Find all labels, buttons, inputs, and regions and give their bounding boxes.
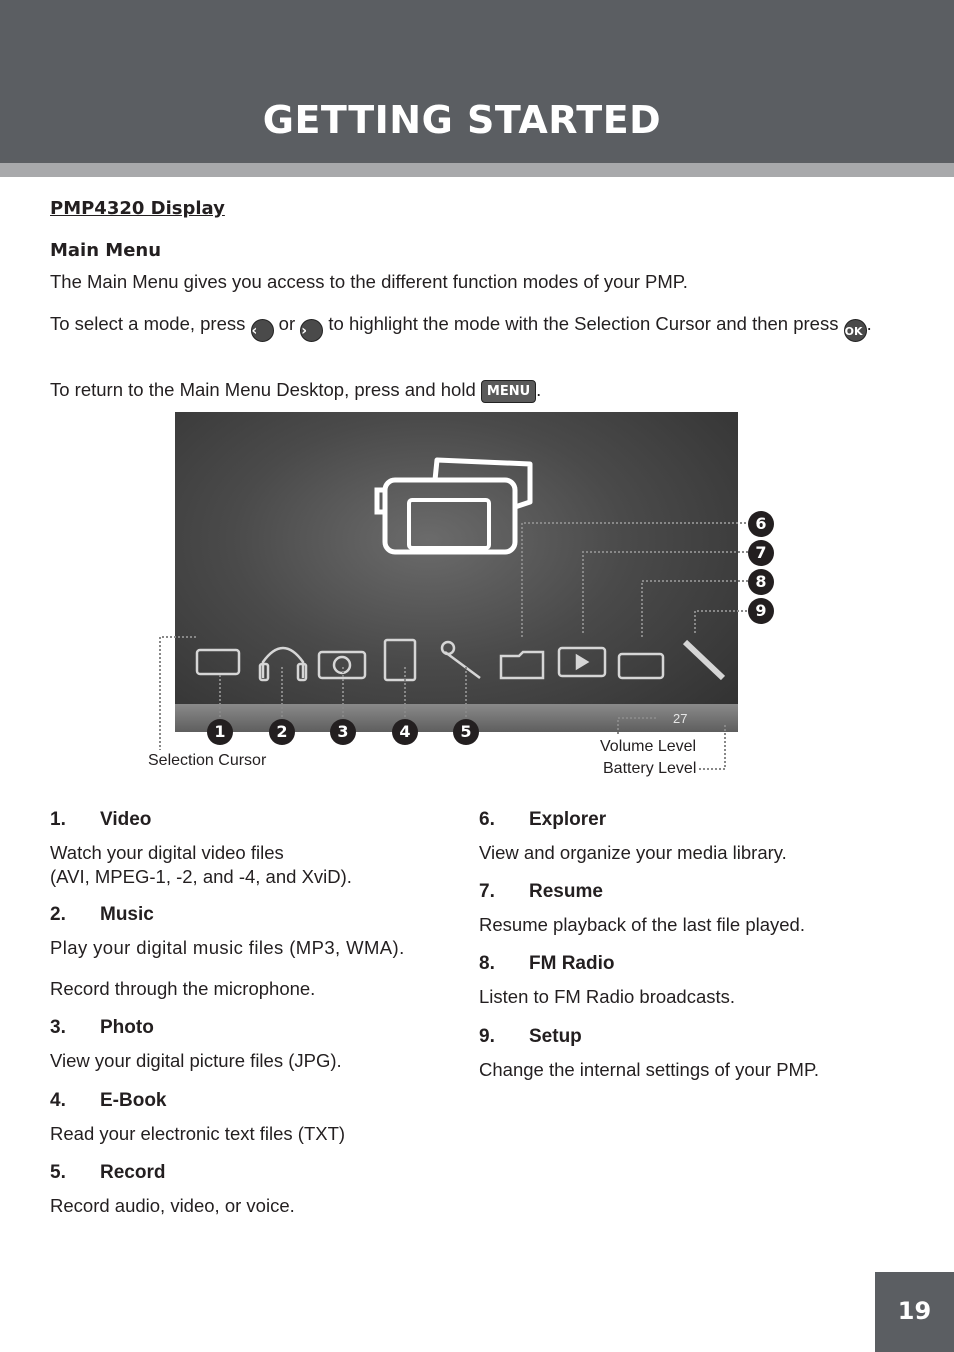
marker-3: 3 xyxy=(330,719,356,745)
p2-text-end: . xyxy=(866,313,872,334)
item-record-heading: 5. Record xyxy=(50,1162,166,1183)
marker-4: 4 xyxy=(392,719,418,745)
left-button-icon: ‹ xyxy=(251,319,274,342)
selection-cursor-label: Selection Cursor xyxy=(148,752,267,769)
marker-9: 9 xyxy=(748,598,774,624)
item-music-extra: Record through the microphone. xyxy=(50,978,316,999)
item-explorer-body: View and organize your media library. xyxy=(479,842,787,863)
marker-5: 5 xyxy=(453,719,479,745)
intro-paragraph-2 xyxy=(50,311,874,342)
p3-text-end: . xyxy=(536,379,542,400)
menu-button-icon: MENU xyxy=(481,380,536,403)
item-resume-heading: 7. Resume xyxy=(479,881,603,902)
item-music-heading: 2. Music xyxy=(50,904,154,925)
marker-1: 1 xyxy=(207,719,233,745)
display-diagram xyxy=(0,405,954,785)
item-photo-heading: 3. Photo xyxy=(50,1017,154,1038)
p2-text-c: to highlight the mode with the Selection Cursor and then press xyxy=(328,313,839,334)
p2-text-a: To select a mode, press xyxy=(50,313,246,334)
marker-7: 7 xyxy=(748,540,774,566)
battery-level-label: Battery Level xyxy=(603,760,697,777)
item-setup-body: Change the internal settings of your PMP. xyxy=(479,1059,820,1080)
page-title: GETTING STARTED xyxy=(262,98,662,142)
item-video-heading: 1. Video xyxy=(50,809,152,830)
item-fm-radio-heading: 8. FM Radio xyxy=(479,953,615,974)
marker-2: 2 xyxy=(269,719,295,745)
intro-paragraph-3 xyxy=(50,377,874,403)
item-video-body: Watch your digital video files (AVI, MPEG-1, -2, and -4, and XviD). xyxy=(50,842,352,887)
volume-value: 27 xyxy=(673,711,688,726)
intro-paragraph-1: The Main Menu gives you access to the different function modes of your PMP. xyxy=(50,271,688,292)
ok-button-icon: OK xyxy=(844,319,867,342)
right-button-icon: › xyxy=(300,319,323,342)
marker-8: 8 xyxy=(748,569,774,595)
item-ebook-body: Read your electronic text files (TXT) xyxy=(50,1123,346,1144)
item-ebook-heading: 4. E-Book xyxy=(50,1090,167,1111)
page-number: 19 xyxy=(897,1297,932,1325)
item-music-body: Play your digital music files (MP3, WMA). xyxy=(50,937,405,958)
item-record-body: Record audio, video, or voice. xyxy=(50,1195,295,1216)
item-resume-body: Resume playback of the last file played. xyxy=(479,914,805,935)
item-explorer-heading: 6. Explorer xyxy=(479,809,607,830)
sub-title: Main Menu xyxy=(50,240,162,261)
section-title: PMP4320 Display xyxy=(50,198,225,219)
p2-text-b: or xyxy=(278,313,296,334)
header-strip xyxy=(0,163,954,177)
item-fm-radio-body: Listen to FM Radio broadcasts. xyxy=(479,986,736,1007)
item-setup-heading: 9. Setup xyxy=(479,1026,582,1047)
item-photo-body: View your digital picture files (JPG). xyxy=(50,1050,342,1071)
marker-6: 6 xyxy=(748,511,774,537)
volume-level-label: Volume Level xyxy=(600,738,697,755)
p3-text-a: To return to the Main Menu Desktop, press and hold xyxy=(50,379,476,400)
